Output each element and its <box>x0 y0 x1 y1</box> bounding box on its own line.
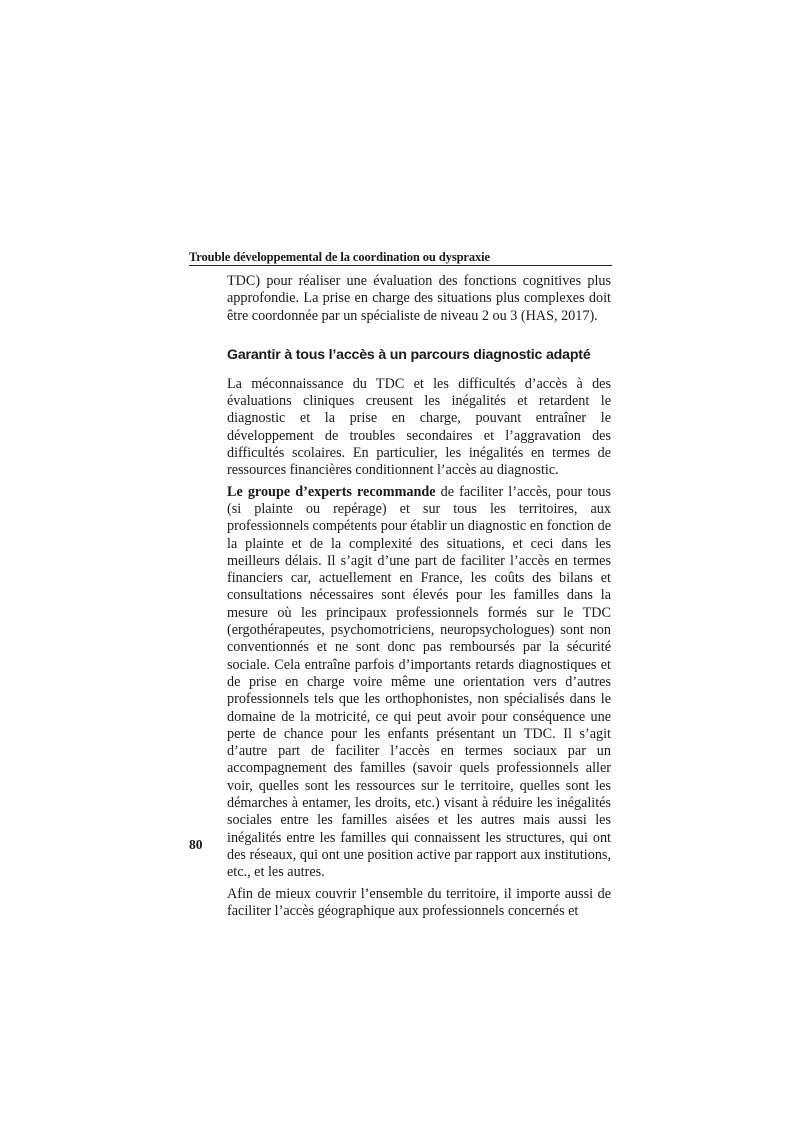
paragraph-1: La méconnaissance du TDC et les difficultés d’accès à des évaluations cliniques creusent les inégalités et retardent le diagnostic et la prise en charge, pouvant entraîner le développement de troubles secondaires et l’aggravation des difficultés scolaires. En particulier, les inégalités en termes de ressources financières conditionnent l’accès au diagnostic. <box>227 375 611 479</box>
paragraph-3: Afin de mieux couvrir l’ensemble du territoire, il importe aussi de faciliter l’accès géographique aux professionnels concernés et <box>227 885 611 919</box>
section-title: Garantir à tous l’accès à un parcours diagnostic adapté <box>227 346 591 363</box>
running-header: Trouble développemental de la coordination ou dyspraxie <box>189 250 491 264</box>
paragraph-2-rest: de faciliter l’accès, pour tous (si plainte ou repérage) et sur tous les territoires, aux professionnels compétents pour établir un diagnostic en fonction de la plainte et de la complexité des situations, et ceci dans les meilleurs délais. Il s’agit d’une part de faciliter l’accès en termes financiers car, actuellement en France, les coûts des bilans et consultations nécessaires sont élevés pour les familles dans la mesure où les principaux professionnels formés sur le TDC (ergothérapeutes, psychomotriciens, neuropsychologues) sont non conventionnés et ne sont donc pas remboursés par la sécurité sociale. Cela entraîne parfois d’importants retards diagnostiques et de prise en charge voire même une orientation vers d’autres professionnels tels que les orthophonistes, non spécialisés dans le domaine de la motricité, ce qui peut avoir pour conséquence une perte de chance pour les enfants présentant un TDC. Il s’agit d’autre part de faciliter l’accès en termes sociaux par un accompagnement des familles (savoir quels professionnels aller voir, quelles sont les ressources sur le territoire, quelles sont les démarches à entamer, les droits, etc.) visant à réduire les inégalités sociales entre les familles aisées et les autres mais aussi les inégalités entre les familles qui connaissent les structures, qui ont des réseaux, qui ont une position active par rapport aux institutions, etc., et les autres. <box>227 483 612 881</box>
intro-paragraph: TDC) pour réaliser une évaluation des fonctions cognitives plus approfondie. La prise en charge des situations plus complexes doit être coordonnée par un spécialiste de niveau 2 ou 3 (HAS, 2017). <box>227 273 611 324</box>
header-rule <box>189 265 612 266</box>
paragraph-2 <box>227 484 611 882</box>
page-number: 80 <box>189 837 203 852</box>
main-content <box>227 273 611 920</box>
paragraph-2-lead: Le groupe d’experts recommande <box>227 483 436 500</box>
